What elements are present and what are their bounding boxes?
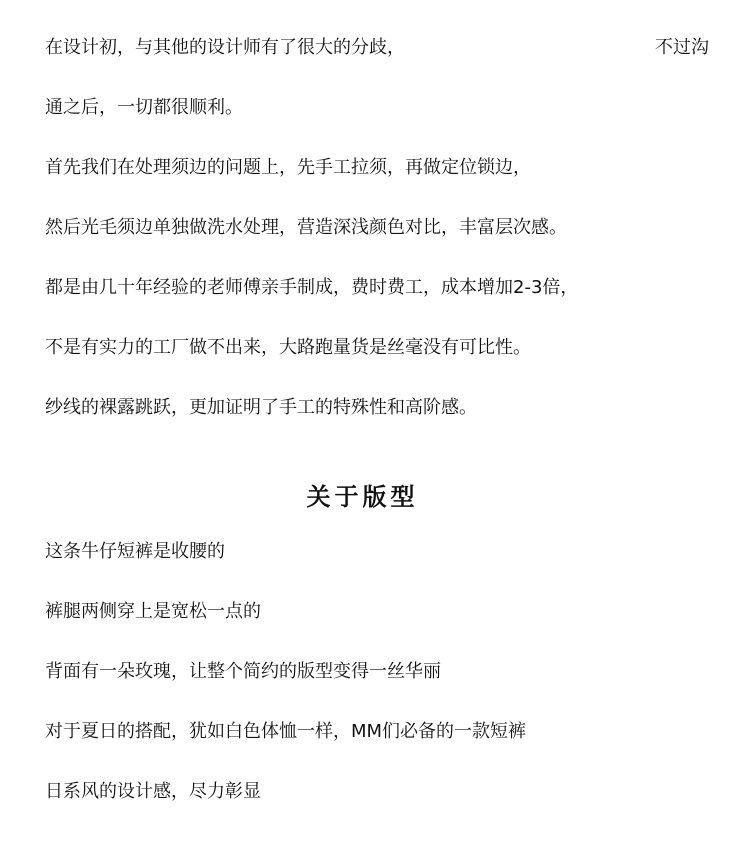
text-line: 然后光毛须边单独做洗水处理，营造深浅颜色对比，丰富层次感。	[45, 217, 567, 238]
text-line: 日系风的设计感，尽力彰显	[45, 781, 261, 802]
text-line: 这条牛仔短裤是收腰的	[45, 541, 225, 562]
text-line: 纱线的裸露跳跃，更加证明了手工的特殊性和高阶感。	[45, 397, 477, 418]
text-line: 在设计初，与其他的设计师有了很大的分歧，	[45, 37, 405, 58]
text-line: 裤腿两侧穿上是宽松一点的	[45, 601, 261, 622]
text-line: 通之后，一切都很顺利。	[45, 97, 243, 118]
section-title: 关于版型	[306, 482, 419, 511]
text-line-continuation: 不过沟	[655, 37, 709, 58]
text-line: 都是由几十年经验的老师傅亲手制成，费时费工，成本增加2-3倍，	[45, 277, 579, 298]
text-line: 不是有实力的工厂做不出来，大路跑量货是丝毫没有可比性。	[45, 337, 531, 358]
text-line: 对于夏日的搭配，犹如白色体恤一样，MM们必备的一款短裤	[45, 721, 527, 742]
text-line: 背面有一朵玫瑰，让整个简约的版型变得一丝华丽	[45, 661, 441, 682]
text-line: 首先我们在处理须边的问题上，先手工拉须，再做定位锁边，	[45, 157, 531, 178]
